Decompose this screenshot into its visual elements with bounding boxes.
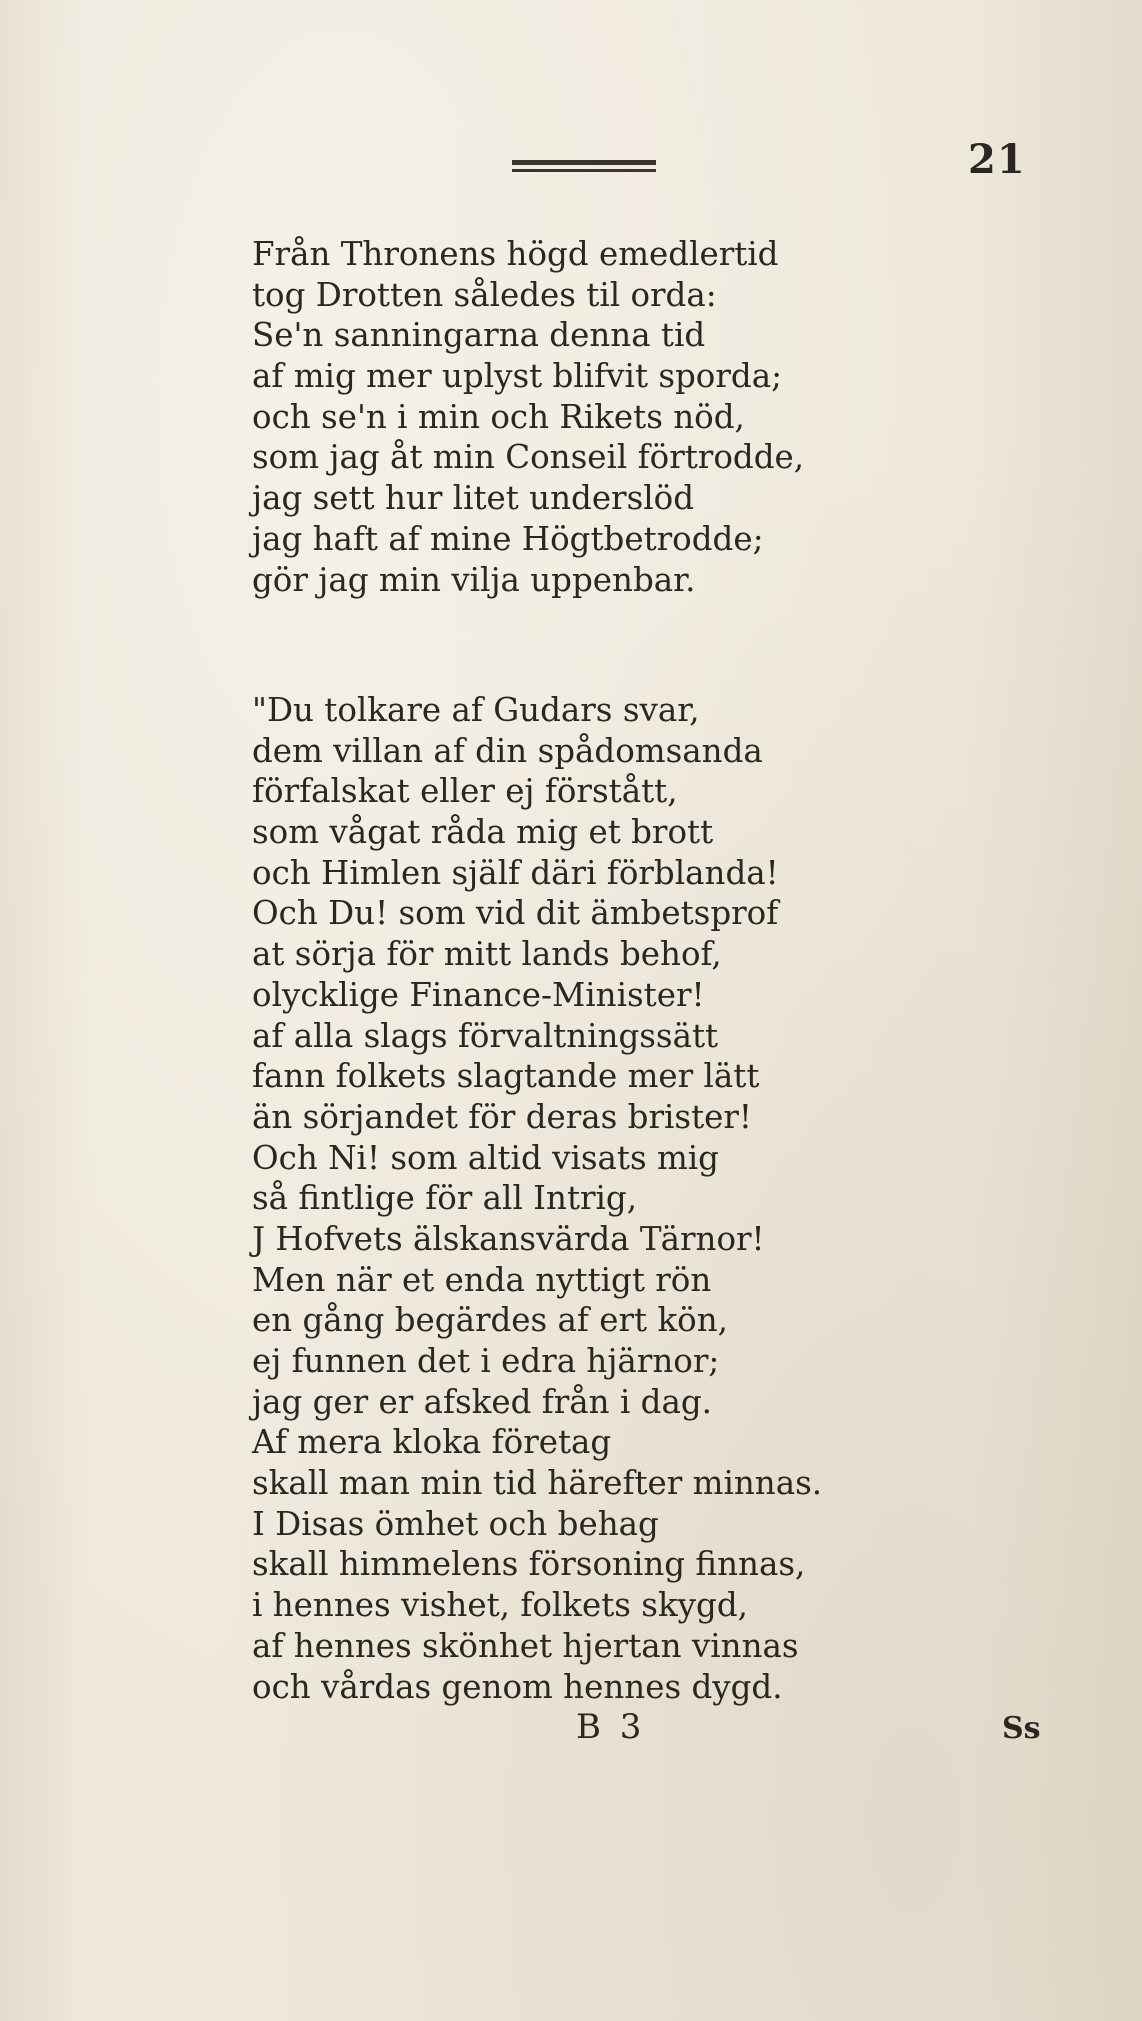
poem-line: Se'n sanningarna denna tid — [252, 316, 706, 355]
signature-mark: B 3 — [576, 1707, 646, 1747]
poem-line: Och Du! som vid dit ämbetsprof — [252, 894, 779, 933]
poem-line: af mig mer uplyst blifvit sporda; — [252, 357, 783, 396]
poem-line: än sörjandet för deras brister! — [252, 1097, 752, 1136]
poem-line: tog Drotten således til orda: — [252, 275, 717, 314]
poem-line: jag sett hur litet underslöd — [252, 479, 695, 518]
poem-line: i hennes vishet, folkets skygd, — [252, 1586, 748, 1625]
poem-line: jag haft af mine Högtbetrodde; — [252, 519, 764, 558]
poem-line: gör jag min vilja uppenbar. — [252, 560, 696, 599]
poem-line: ej funnen det i edra hjärnor; — [252, 1342, 720, 1380]
poem-line: och vårdas genom hennes dygd. — [252, 1667, 783, 1706]
poem-line: som jag åt min Conseil förtrodde, — [252, 438, 805, 477]
poem-line: Och Ni! som altid visats mig — [252, 1138, 719, 1177]
header-rule-thin — [512, 169, 656, 172]
stanza-2 — [252, 690, 822, 1707]
poem-line: "Du tolkare af Gudars svar, — [252, 691, 700, 729]
poem-line: en gång begärdes af ert kön, — [252, 1301, 728, 1340]
poem-line: som vågat råda mig et brott — [252, 813, 714, 852]
poem-line: och se'n i min och Rikets nöd, — [252, 397, 745, 436]
poem-line: Af mera kloka företag — [252, 1423, 612, 1462]
poem-line: så fintlige för all Intrig, — [252, 1179, 638, 1218]
poem-line: af hennes skönhet hjertan vinnas — [252, 1626, 799, 1665]
catchword: Ss — [1002, 1711, 1041, 1746]
poem-line: skall man min tid härefter minnas. — [252, 1464, 823, 1503]
poem-line: af alla slags förvaltningssätt — [252, 1016, 719, 1055]
poem-line: olycklige Finance-Minister! — [252, 975, 705, 1014]
poem-line: J Hofvets älskansvärda Tärnor! — [252, 1219, 765, 1258]
page-number: 21 — [968, 136, 1026, 183]
poem-line: I Disas ömhet och behag — [252, 1504, 659, 1543]
poem-line: jag ger er afsked från i dag. — [252, 1382, 712, 1421]
poem-line: at sörja för mitt lands behof, — [252, 935, 722, 974]
poem-line: och Himlen själf däri förblanda! — [252, 853, 779, 892]
poem-line: dem villan af din spådomsanda — [252, 731, 763, 770]
poem-line: fann folkets slagtande mer lätt — [252, 1057, 760, 1096]
header-double-rule — [512, 160, 656, 174]
poem-line: skall himmelens försoning finnas, — [252, 1545, 806, 1584]
header-rule-thick — [512, 160, 656, 165]
poem-line: förfalskat eller ej förstått, — [252, 772, 678, 811]
poem-line: Från Thronens högd emedlertid — [252, 235, 779, 273]
stanza-1 — [252, 234, 804, 600]
poem-line: Men när et enda nyttigt rön — [252, 1260, 712, 1299]
